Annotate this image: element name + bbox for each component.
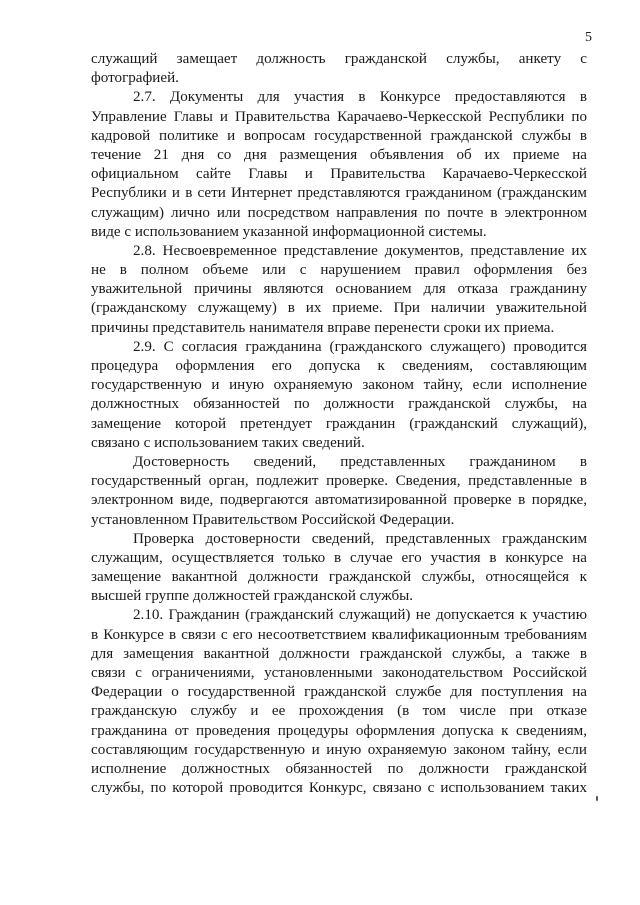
text-line: кадровой политике и вопросам государственной гражданской службы в [91, 127, 587, 144]
text-line: Управление Главы и Правительства Карачаево-Черкесской Республики по [91, 108, 587, 125]
text-line: процедура оформления его допуска к сведениям, составляющим [91, 358, 587, 374]
text-line: служащий замещает должность гражданской службы, анкету с [91, 51, 587, 67]
text-line: официальном сайте Главы и Правительства Карачаево-Черкесской [91, 166, 587, 183]
text-line: не в полном объеме или с нарушением правил оформления без [91, 262, 587, 279]
text-line: течение 21 дня со дня размещения объявления об их приеме на [91, 146, 587, 163]
text-line: в Конкурсе в связи с его несоответствием квалификационным требованиям [91, 626, 587, 643]
text-line: Федерации о государственной гражданской службе для поступления на [91, 684, 587, 701]
text-line: связи с ограничениями, установленными законодательством Российской [91, 665, 587, 681]
text-line: связано с использованием таких сведений. [91, 434, 365, 451]
text-line: исполнение должностных обязанностей по должности гражданской [91, 760, 587, 777]
text-line: гражданина от проведения процедуры оформления допуска к сведениям, [91, 722, 587, 739]
text-line: фотографией. [91, 70, 179, 87]
text-line: замещение которой претендует гражданин (гражданский служащий), [91, 415, 587, 432]
text-line: Достоверность сведений, представленных гражданином в [133, 453, 587, 470]
text-line: Республики и в сети Интернет представляются гражданином (гражданским [91, 185, 587, 202]
text-line: (гражданскому служащему) в их приеме. При наличии уважительной [91, 300, 587, 317]
text-line: для замещения вакантной должности гражданской службы, а также в [91, 645, 587, 662]
text-line: 2.10. Гражданин (гражданский служащий) не допускается к участию [133, 607, 587, 624]
text-line: уважительной причины являются основанием для отказа гражданину [91, 281, 587, 298]
text-line: 2.7. Документы для участия в Конкурсе предоставляются в [133, 89, 587, 106]
text-line: электронном виде, подвергаются автоматизированной проверке в порядке, [91, 492, 587, 509]
text-line: замещение вакантной должности гражданской службы, относящейся к [91, 569, 587, 586]
text-line: государственную и иную охраняемую законом тайну, если исполнение [91, 377, 587, 394]
text-line: Проверка достоверности сведений, представленных гражданским [133, 530, 587, 547]
text-line: установленном Правительством Российской Федерации. [91, 511, 455, 528]
text-line: 2.9. С согласия гражданина (гражданского служащего) проводится [133, 338, 587, 355]
text-line: должностных обязанностей по должности гражданской службы, на [91, 396, 587, 413]
text-line: гражданскую службу и ее прохождения (в том числе при отказе [91, 703, 587, 720]
text-line: службы, по которой проводится Конкурс, связано с использованием таких [91, 780, 587, 797]
scan-mark [596, 796, 598, 801]
page-number: 5 [585, 30, 592, 45]
text-line: служащим, осуществляется только в случае его участия в конкурсе на [91, 549, 587, 566]
text-line: виде с использованием указанной информационной системы. [91, 223, 487, 240]
text-line: высшей группе должностей гражданской службы. [91, 588, 414, 605]
text-line: 2.8. Несвоевременное представление документов, представление их [133, 242, 587, 259]
text-line: причины представитель нанимателя вправе перенести сроки их приема. [91, 319, 555, 336]
text-line: служащим) лично или посредством направления по почте в электронном [91, 204, 587, 221]
document-body [91, 50, 587, 798]
text-line: составляющим государственную и иную охраняемую законом тайну, если [91, 741, 587, 758]
text-line: государственный орган, подлежит проверке. Сведения, представленные в [91, 473, 587, 490]
